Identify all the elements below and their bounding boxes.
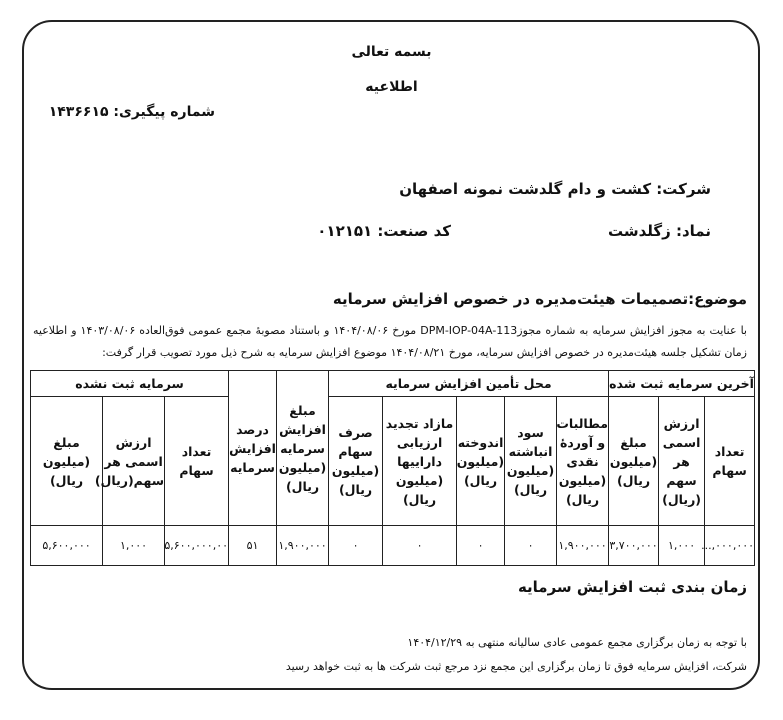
cell-unreg-nominal: ۱,۰۰۰ [103,526,165,566]
cell-unreg-shares: ۵,۶۰۰,۰۰۰,۰۰ [165,526,229,566]
col-unreg-shares: تعداد سهام [165,397,229,526]
col-unreg-amount: مبلغ (میلیون ریال) [31,397,103,526]
col-src-reserve: اندوخته (میلیون ریال) [457,397,505,526]
cell-src-claims: ۱,۹۰۰,۰۰۰ [557,526,609,566]
col-src-retained: سود انباشته (میلیون ریال) [505,397,557,526]
cell-last-nominal: ۱,۰۰۰ [659,526,705,566]
industry-code: کد صنعت: ۰۱۲۱۵۱ [317,222,451,240]
cell-last-shares: ۰۰۰,۰۰۰,... [705,526,755,566]
cell-src-reserve: ۰ [457,526,505,566]
col-src-revaluation: مازاد تجدید ارزیابی داراییها (میلیون ریال) [383,397,457,526]
group-unregistered: سرمایه ثبت نشده [31,371,229,397]
capital-increase-table [30,370,755,566]
intro-paragraph: با عنایت به مجوز افزایش سرمایه به شماره مجوزDPM-IOP-04A-113 مورخ ۱۴۰۴/۰۸/۰۶ و باستناد مصوبهٔ مجمع عمومی فوق‌العاده ۱۴۰۳/۰۸/۰۶ و اطلاعیه زمان تشکیل جلسه هیئت‌مدیره در خصوص افزایش سرمایه، مورخ ۱۴۰۴/۰۸/۲۱ موضوع افزایش سرمایه به شرح ذیل مورد تصویب قرار گرفت: [33,324,747,359]
cell-src-retained: ۰ [505,526,557,566]
schedule-heading: زمان بندی ثبت افزایش سرمایه [517,578,747,596]
cell-increase-percent: ۵۱ [229,526,277,566]
schedule-line-2: شرکت، افزایش سرمایه فوق تا زمان برگزاری این مجمع نزد مرجع ثبت شرکت ها به ثبت خواهد رسید [285,660,747,673]
company-name: شرکت: کشت و دام گلدشت نمونه اصفهان [399,180,711,198]
col-last-nominal: ارزش اسمی هر سهم (ریال) [659,397,705,526]
group-funding-source: محل تأمین افزایش سرمایه [329,371,609,397]
col-increase-percent: درصد افزایش سرمایه [229,371,277,526]
table-group-header-row [31,371,755,397]
cell-src-premium: ۰ [329,526,383,566]
cell-unreg-amount: ۵,۶۰۰,۰۰۰ [31,526,103,566]
col-last-shares: تعداد سهام [705,397,755,526]
tracking-number: شماره پیگیری: ۱۴۳۶۶۱۵ [48,104,215,120]
subject-line: موضوع:تصمیمات هیئت‌مدیره در خصوص افزایش سرمایه [332,290,747,308]
notice-heading: اطلاعیه [365,79,418,95]
table-column-header-row [31,397,755,526]
col-last-amount: مبلغ (میلیون ریال) [609,397,659,526]
ticker-symbol: نماد: زگلدشت [607,222,711,240]
group-last-registered: آخرین سرمایه ثبت شده [609,371,755,397]
cell-src-revaluation: ۰ [383,526,457,566]
table-row [31,526,755,566]
cell-increase-amount: ۱,۹۰۰,۰۰۰ [277,526,329,566]
cell-last-amount: ۳,۷۰۰,۰۰۰ [609,526,659,566]
col-increase-amount: مبلغ افزایش سرمایه (میلیون ریال) [277,371,329,526]
bismillah-heading: بسمه تعالی [351,44,432,60]
schedule-line-1: با توجه به زمان برگزاری مجمع عمومی عادی سالیانه منتهی به ۱۴۰۴/۱۲/۲۹ [407,636,747,649]
col-unreg-nominal: ارزش اسمی هر سهم(ریال) [103,397,165,526]
col-src-claims: مطالبات و آوردهٔ نقدی (میلیون ریال) [557,397,609,526]
col-src-premium: صرف سهام (میلیون ریال) [329,397,383,526]
